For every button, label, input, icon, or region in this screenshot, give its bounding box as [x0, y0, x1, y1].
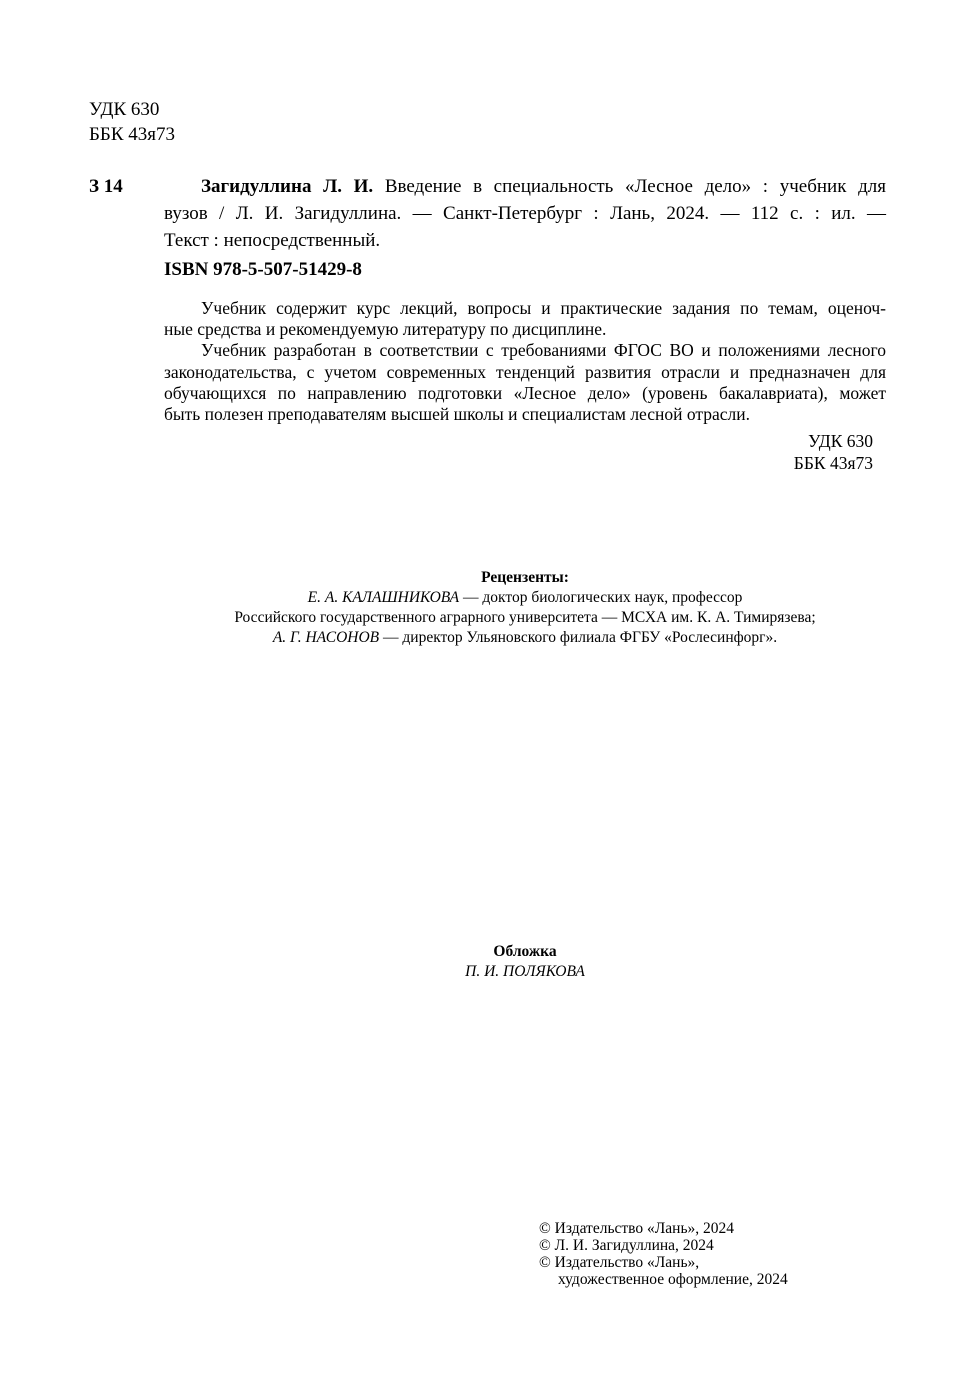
classification-codes	[794, 430, 873, 474]
reviewers-block	[0, 568, 976, 648]
entry-line-3: Текст : непосредственный.	[164, 230, 381, 251]
entry-author: Загидуллина Л. И.	[201, 176, 374, 197]
header-codes	[89, 97, 175, 147]
copyright-design: © Издательство «Лань»,	[539, 1254, 700, 1271]
classification-udk: УДК 630	[808, 431, 873, 451]
copyright-block	[539, 1220, 788, 1288]
bibliographic-entry	[164, 173, 886, 254]
cover-block	[0, 942, 976, 982]
reviewers-title: Рецензенты:	[481, 569, 569, 586]
reviewer-2-name: А. Г. НАСОНОВ	[272, 629, 380, 646]
reviewer-2	[0, 628, 976, 648]
entry-title: Введение в специальность «Лесное дело» : учебник для	[373, 176, 886, 197]
annotation-p2-line-3: обучающихся по направлению подготовки «Лесное дело» (уровень бакалавриата), может	[164, 382, 886, 403]
annotation-p2-line-1: Учебник разработан в соответствии с требованиями ФГОС ВО и положениями лесного	[201, 340, 886, 361]
header-bbk: ББК 43я73	[89, 124, 175, 145]
cover-designer: П. И. ПОЛЯКОВА	[465, 963, 585, 980]
copyright-author: © Л. И. Загидуллина, 2024	[539, 1237, 714, 1254]
reviewer-1-desc: — доктор биологических наук, профессор	[459, 589, 743, 606]
copyright-design-cont: художественное оформление, 2024	[558, 1271, 788, 1288]
copyright-publisher: © Издательство «Лань», 2024	[539, 1220, 735, 1237]
isbn: ISBN 978-5-507-51429-8	[164, 259, 362, 280]
reviewer-2-desc: — директор Ульяновского филиала ФГБУ «Рослесинфорг».	[379, 629, 778, 646]
classification-bbk: ББК 43я73	[793, 453, 873, 473]
author-mark: З 14	[89, 176, 123, 197]
annotation-p1-line-2: ные средства и рекомендуемую литературу по дисциплине.	[164, 319, 607, 340]
annotation	[164, 298, 886, 425]
reviewer-1-affiliation: Российского государственного аграрного университета — МСХА им. К. А. Тимирязева;	[234, 609, 816, 626]
entry-line-2: вузов / Л. И. Загидуллина. — Санкт-Петербург : Лань, 2024. — 112 с. : ил. —	[164, 203, 886, 224]
reviewer-1-name: Е. А. КАЛАШНИКОВА	[307, 589, 460, 606]
annotation-p2-line-4: быть полезен преподавателям высшей школы и специалистам лесной отрасли.	[164, 404, 751, 425]
annotation-p1-line-1: Учебник содержит курс лекций, вопросы и практические задания по темам, оценоч-	[201, 298, 886, 318]
cover-title: Обложка	[493, 943, 557, 960]
entry-line-1	[164, 173, 886, 200]
annotation-p2-line-2: законодательства, с учетом современных тенденций развития отрасли и предназначен для	[164, 361, 886, 382]
header-udk: УДК 630	[89, 99, 160, 120]
reviewer-1	[0, 588, 976, 608]
